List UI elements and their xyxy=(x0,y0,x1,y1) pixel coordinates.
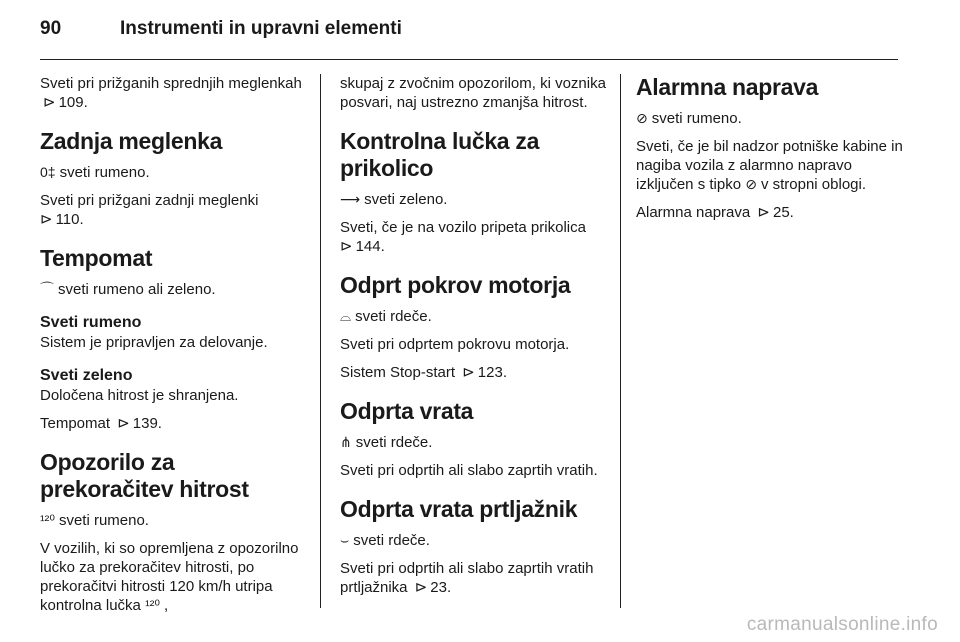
ref-arrow-icon: ⊳ xyxy=(340,238,353,255)
section-title-bonnet: Odprt pokrov motorja xyxy=(340,272,571,298)
alarm-icon: ⊘ xyxy=(636,110,648,126)
overspeed-status: ¹²⁰ sveti rumeno. xyxy=(40,512,149,529)
alarm-desc: Sveti, če je bil nadzor potniške kabine in nagiba vozila z alarmno napravo izključen s tipko ⊘ v stropni oblogi. xyxy=(636,138,903,193)
column-2 xyxy=(340,74,608,606)
rear-fog-status: 0‡ sveti rumeno. xyxy=(40,164,150,181)
rear-fog-desc: Sveti pri prižgani zadnji meglenki ⊳ 110. xyxy=(40,192,259,228)
cruise-status: ⌒ sveti rumeno ali zeleno. xyxy=(40,281,216,298)
ref-arrow-icon: ⊳ xyxy=(117,415,130,432)
header-divider xyxy=(40,59,898,60)
page-ref-link[interactable]: 123. xyxy=(477,364,507,381)
section-title-tailgate: Odprta vrata prtljažnik xyxy=(340,496,578,522)
section-title-alarm: Alarmna naprava xyxy=(636,74,819,100)
page-ref-link[interactable]: 139. xyxy=(132,415,162,432)
subtitle-yellow-text: Sistem je pripravljen za delovanje. xyxy=(40,334,268,351)
ref-arrow-icon: ⊳ xyxy=(462,364,475,381)
subtitle-green: Sveti zeleno xyxy=(40,367,133,384)
column-divider-2 xyxy=(620,74,621,608)
cruise-ref: Tempomat ⊳ 139. xyxy=(40,415,162,432)
page-ref-link[interactable]: 109. xyxy=(58,94,88,111)
page-header xyxy=(40,18,898,52)
section-title-overspeed: Opozorilo za prekoračitev hitrost xyxy=(40,449,249,502)
overspeed-desc: V vozilih, ki so opremljena z opozorilno lučko za prekoračitev hitrosti, po prekoračitvi hitrosti 120 km/h utripa kontrolna lučka ¹²⁰ , xyxy=(40,540,299,614)
door-status: ⋔ sveti rdeče. xyxy=(340,434,433,451)
ref-arrow-icon: ⊳ xyxy=(757,204,770,221)
section-title-door: Odprta vrata xyxy=(340,398,474,424)
speed-120-icon: ¹²⁰ xyxy=(40,512,55,528)
front-fog-text: Sveti pri prižganih sprednjih meglenkah ⊳ 109. xyxy=(40,75,302,111)
alarm-ref: Alarmna naprava ⊳ 25. xyxy=(636,204,794,221)
subtitle-yellow: Sveti rumeno xyxy=(40,314,142,331)
tailgate-desc: Sveti pri odprtih ali slabo zaprtih vratih prtljažnika ⊳ 23. xyxy=(340,560,594,596)
page-ref-link[interactable]: 23. xyxy=(430,579,452,596)
tailgate-status: ⌣ sveti rdeče. xyxy=(340,532,430,549)
rear-fog-light-icon: 0‡ xyxy=(40,164,56,180)
door-open-icon: ⋔ xyxy=(340,434,352,450)
section-title-rear-fog: Zadnja meglenka xyxy=(40,128,223,154)
alarm-status: ⊘ sveti rumeno. xyxy=(636,110,742,127)
watermark: carmanualsonline.info xyxy=(746,614,938,635)
bonnet-status: ⌓ sveti rdeče. xyxy=(340,308,432,325)
section-title-trailer: Kontrolna lučka za prikolico xyxy=(340,128,540,181)
trailer-status: ⟶ sveti zeleno. xyxy=(340,191,448,208)
trailer-desc: Sveti, če je na vozilo pripeta prikolica ⊳ 144. xyxy=(340,219,586,255)
page-ref-link[interactable]: 25. xyxy=(772,204,794,221)
bonnet-desc: Sveti pri odprtem pokrovu motorja. xyxy=(340,336,570,353)
speed-120-icon: ¹²⁰ xyxy=(145,597,161,613)
door-desc: Sveti pri odprtih ali slabo zaprtih vratih. xyxy=(340,462,598,479)
page-number: 90 xyxy=(40,18,62,39)
subtitle-green-text: Določena hitrost je shranjena. xyxy=(40,387,239,404)
ref-arrow-icon: ⊳ xyxy=(414,579,428,596)
page-ref-link[interactable]: 144. xyxy=(355,238,385,255)
column-1 xyxy=(40,74,308,624)
tailgate-open-icon: ⌣ xyxy=(340,532,350,548)
section-title-cruise: Tempomat xyxy=(40,245,153,271)
ref-arrow-icon: ⊳ xyxy=(40,211,53,228)
cruise-control-icon: ⌒ xyxy=(40,281,54,297)
ref-arrow-icon: ⊳ xyxy=(43,94,56,111)
overspeed-continuation: skupaj z zvočnim opozorilom, ki voznika posvari, naj ustrezno zmanjša hitrost. xyxy=(340,75,606,111)
column-3 xyxy=(636,74,906,231)
bonnet-ref: Sistem Stop-start ⊳ 123. xyxy=(340,364,507,381)
alarm-icon: ⊘ xyxy=(745,176,757,192)
page-title: Instrumenti in upravni elementi xyxy=(120,18,402,39)
column-divider-1 xyxy=(320,74,321,608)
page-ref-link[interactable]: 110. xyxy=(55,211,84,228)
trailer-icon: ⟶ xyxy=(340,191,361,207)
bonnet-open-icon: ⌓ xyxy=(340,308,352,324)
